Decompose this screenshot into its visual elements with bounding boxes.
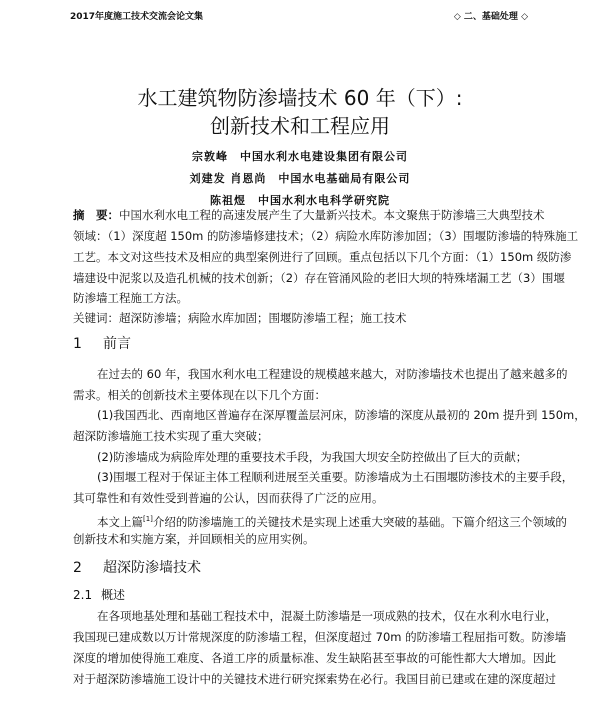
body-line: 深度的增加使得施工难度、各道工序的质量标准、发生缺陷甚至事故的可能性都大大增加。因此 — [73, 651, 556, 665]
body-line: 在过去的 60 年，我国水利水电工程建设的规模越来越大，对防渗墙技术也提出了越来越多的 — [97, 367, 568, 381]
section-heading-2 — [73, 557, 201, 577]
body-text: 介绍的防渗墙施工的关键技术是实现上述重大突破的基础。下篇介绍这三个领域的 — [152, 514, 567, 529]
author-line: 宗敦峰 中国水利水电建设集团有限公司 — [192, 150, 408, 163]
body-line — [97, 512, 567, 529]
section-number: 2 — [73, 560, 82, 576]
section-title: 前言 — [103, 336, 131, 352]
paper-title-line2: 创新技术和工程应用 — [210, 114, 390, 138]
body-line: 创新技术和实施方案，并回顾相关的应用实例。 — [73, 532, 315, 546]
body-line: (1)我国西北、西南地区普遍存在深厚覆盖层河床，防渗墙的深度从最初的 20m 提升到 150m， — [97, 408, 586, 422]
body-line: (3)围堰工程对于保证主体工程顺利进展至关重要。防渗墙成为土石围堰防渗技术的主要手段， — [97, 470, 574, 484]
paper-title-line1: 水工建筑物防渗墙技术 60 年（下）: — [137, 86, 463, 110]
keywords-line — [73, 311, 530, 325]
citation-ref[interactable]: [1] — [143, 515, 153, 523]
abstract-line: 防渗墙工程施工方法。 — [73, 291, 188, 305]
section-number: 1 — [73, 336, 82, 352]
section-title: 超深防渗墙技术 — [103, 560, 201, 576]
section-heading-1 — [73, 333, 131, 353]
running-header-right: ◇ 二、基础处理 ◇ — [453, 12, 528, 22]
author-line: 刘建发 肖恩尚 中国水电基础局有限公司 — [189, 172, 411, 185]
section-number: 2.1 — [73, 588, 93, 602]
body-line: 其可靠性和有效性受到普遍的公认，因而获得了广泛的应用。 — [73, 491, 384, 505]
keywords-text: 超深防渗墙；病险水库加固；围堰防渗墙工程；施工技术 — [119, 311, 407, 325]
keywords-label: 关键词： — [73, 311, 119, 325]
abstract-line: 墙建设中泥浆以及造孔机械的技术创新；（2）存在管涌风险的老旧大坝的特殊堵漏工艺（3）围堰 — [73, 271, 565, 285]
body-line: 对于超深防渗墙施工设计中的关键技术进行研究探索势在必行。我国目前已建或在建的深度超过 — [73, 672, 556, 686]
body-line: (2)防渗墙成为病险库处理的重要技术手段，为我国大坝安全防控做出了巨大的贡献； — [97, 450, 528, 464]
abstract-text: 中国水利水电工程的高速发展产生了大量新兴技术。本文聚焦于防渗墙三大典型技术 — [119, 208, 545, 222]
abstract-line: 领域：（1）深度超 150m 的防渗墙修建技术；（2）病险水库防渗加固；（3）围堰防渗墙的特殊施工 — [73, 229, 579, 243]
abstract-line — [73, 208, 545, 222]
section-title: 概述 — [101, 588, 126, 602]
body-line: 我国现已建成数以万计常规深度的防渗墙工程，但深度超过 70m 的防渗墙工程屈指可数。防渗墙 — [73, 630, 567, 644]
subsection-heading-2-1 — [73, 586, 125, 603]
abstract-label: 摘 要： — [73, 208, 119, 222]
abstract-line: 工艺。本文对这些技术及相应的典型案例进行了回顾。重点包括以下几个方面：（1）150m 级防渗 — [73, 250, 572, 264]
body-text: 本文上篇 — [97, 514, 143, 529]
author-line: 陈祖煜 中国水利水电科学研究院 — [210, 194, 390, 207]
body-line: 超深防渗墙施工技术实现了重大突破； — [73, 429, 269, 443]
body-line: 需求。相关的创新技术主要体现在以下几个方面： — [73, 388, 326, 402]
running-header-left: 2017年度施工技术交流会论文集 — [70, 12, 204, 22]
body-line: 在各项地基处理和基础工程技术中，混凝土防渗墙是一项成熟的技术，仅在水利水电行业， — [97, 609, 557, 623]
